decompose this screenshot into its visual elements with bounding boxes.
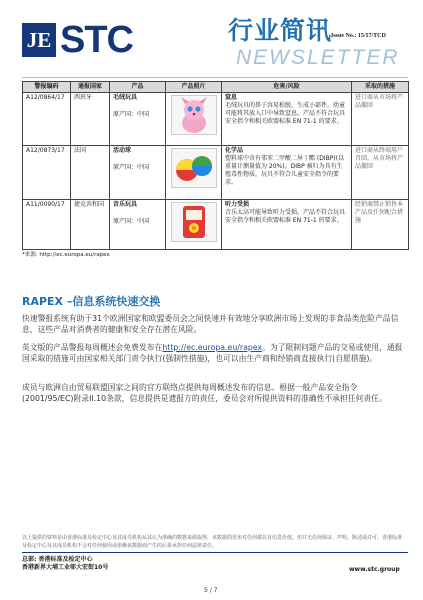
table-row [23, 200, 409, 250]
newsletter-subtitle: NEWSLETTER [236, 46, 400, 69]
table-row [23, 93, 409, 146]
disclaimer: 以上提供的资料是由香港标准及检定中心及其成员机构从其认为准确的数据来源取得，该数据的发布对任何都具有信息价值，但并无任何保证、声明、陈述或许可。香港标准及检定中心及其成员机构不会对任何使用或依赖该数据而产生的后果承担任何法律责任。 [22, 535, 403, 549]
alert-table [22, 81, 409, 250]
stc-logo [22, 19, 157, 61]
footer-address [22, 556, 108, 572]
address-line-1: 总部: 香港标准及检定中心 [22, 556, 93, 563]
logo-mark: JE [22, 23, 56, 57]
photo-cell [166, 93, 222, 146]
address-line-2: 香港新界大埔工业邨大宏街10号 [22, 564, 109, 571]
product-category: 音乐玩具 [113, 201, 138, 208]
issue-number: Issue No.: 15/17/TCD [331, 33, 386, 39]
paragraph-2 [22, 342, 404, 364]
plush-toy-photo [171, 95, 217, 135]
risk-description: 毛绒玩具的鼻子容易松脱，生成小部件，幼童可能将其放入口中导致窒息。产品不符合玩具安全指令和相关欧盟标准 EN 71-1 的要求。 [225, 102, 346, 125]
product-category: 毛绒玩具 [113, 94, 138, 101]
footer-divider [22, 552, 408, 553]
paragraph-1: 快速警报系统有助于31个欧洲国家和欧盟委员会之间快速并有效地分享欧洲市场上发现的非食品类危险产品信息，这些产品对消费者的健康和安全存在潜在风险。 [22, 314, 399, 334]
risk-cell [222, 200, 352, 250]
risk-description: 音乐太高可能导致听力受损。产品不符合玩具安全指令和相关欧盟标准 EN 71-1 的要求。 [225, 209, 346, 224]
header-product: 产品 [110, 82, 166, 93]
section-title: RAPEX –信息系统快速交换 [22, 295, 161, 308]
product-category: 活动球 [113, 147, 132, 154]
music-toy-photo [171, 202, 217, 242]
rapex-link[interactable]: http://ec.europa.eu/rapex [162, 343, 263, 352]
alert-code: A12/0864/17 [23, 93, 71, 146]
product-cell [110, 200, 166, 250]
risk-cell [222, 146, 352, 200]
header-photo: 产品照片 [166, 82, 222, 93]
header-divider [22, 77, 408, 78]
alert-code: A11/0090/17 [23, 200, 71, 250]
logo-text: STC [60, 19, 133, 61]
risk-description: 塑料球中含有邻苯二甲酸二异丁酯 (DIBP)(以重量计测量值为 20%)。DIBP 被归为具有生殖毒性物质，玩具不符合儿童安全指令的要求。 [225, 155, 345, 186]
product-origin: 原产国：中国 [113, 218, 150, 225]
table-header-row [23, 82, 409, 93]
header-alert-code: 警报编码 [23, 82, 71, 93]
measure: 进口商从市场将产品撤回 [352, 93, 409, 146]
alert-code: A12/0873/17 [23, 146, 71, 200]
paragraph-2-rest: 。为了限制问题产品的交易或使用，通报国采取的措施可由国家相关部门责令执行(强制性措施)，也可以由生产商和经销商直接执行(自愿措施)。 [22, 343, 403, 363]
page-number: 5 / 7 [204, 587, 218, 594]
newsletter-title: 行业简讯 [228, 16, 333, 45]
header-measures: 采取的措施 [352, 82, 409, 93]
product-cell [110, 146, 166, 200]
risk-cell [222, 93, 352, 146]
country: 西班牙 [71, 93, 110, 146]
table-row [23, 146, 409, 200]
measure: 经销商禁止销售本产品及任何配合措施 [352, 200, 409, 250]
measure: 进口商从终端用户召回，从市场将产品撤回 [352, 146, 409, 200]
product-cell [110, 93, 166, 146]
product-origin: 原产国：中国 [113, 164, 150, 171]
paragraph-3: 成员与欧洲自由贸易联盟国家之间的官方联络点提供每周概述发布的信息。根据一般产品安全指令(2001/95/EC)附录II.10条款，信息提供是遗报方的责任，委员会对所提供资料的准确性不承担任何责任。 [22, 383, 387, 403]
country: 捷克共和国 [71, 200, 110, 250]
paragraph-2-lead: 英文版的产品警报每周概述会免费发布在 [22, 343, 163, 352]
product-origin: 原产国：中国 [113, 111, 150, 118]
photo-cell [166, 200, 222, 250]
risk-title: 听力受损 [225, 201, 250, 208]
header-risk: 危害/风险 [222, 82, 352, 93]
footer-url: www.stc.group [349, 566, 400, 573]
balls-photo [171, 148, 217, 188]
country: 法国 [71, 146, 110, 200]
risk-title: 窒息 [225, 94, 238, 101]
source-note: *来源: http://ec.europa.eu/rapex [22, 252, 110, 258]
risk-title: 化学品 [225, 147, 244, 154]
header-country: 通报国家 [71, 82, 110, 93]
photo-cell [166, 146, 222, 200]
